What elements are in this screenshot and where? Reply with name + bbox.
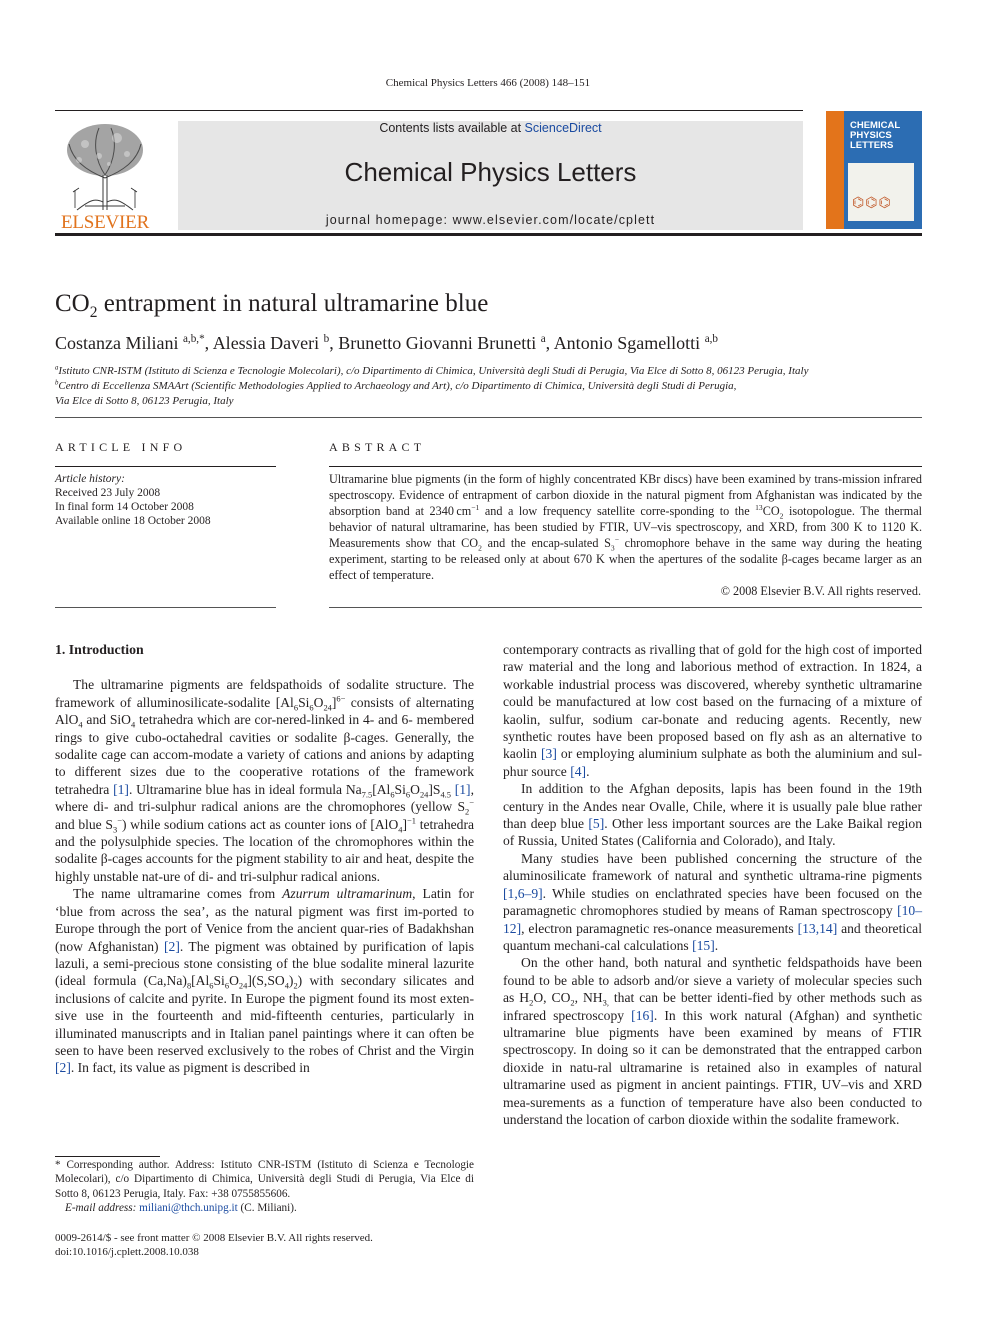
cover-strip bbox=[826, 111, 844, 229]
cover-title bbox=[850, 121, 900, 151]
article-info-heading: ARTICLE INFO bbox=[55, 440, 187, 454]
homepage-url-link[interactable]: www.elsevier.com/locate/cplett bbox=[452, 213, 656, 227]
author-marks[interactable]: a,b bbox=[704, 333, 719, 345]
running-head: Chemical Physics Letters 466 (2008) 148–151 bbox=[385, 77, 591, 89]
title-part: CO bbox=[55, 290, 90, 317]
author-marks[interactable]: b bbox=[323, 333, 330, 345]
affiliation bbox=[55, 379, 808, 394]
cover-title-line: PHYSICS bbox=[850, 130, 892, 141]
history-line: Received 23 July 2008 bbox=[55, 487, 161, 499]
abstract-rule bbox=[329, 466, 922, 467]
body-column-right bbox=[503, 641, 922, 1128]
citation-link[interactable]: [13,14] bbox=[797, 920, 838, 936]
section-heading: 1. Introduction bbox=[55, 642, 144, 657]
affiliation-mark: b bbox=[55, 379, 59, 387]
journal-cover-image bbox=[826, 111, 922, 229]
citation-link[interactable]: [1,6–9] bbox=[503, 885, 543, 901]
history-line: In final form 14 October 2008 bbox=[55, 501, 194, 513]
body-paragraph: In addition to the Afghan deposits, lapis has been found in the 19th century in the Andes near Ovalle, Chile, where it is usually pale blue rather than deep blue [5]. Other less important sources are the Lake Baikal region of Russia, United States (California and Colorado), and Italy. bbox=[503, 781, 922, 849]
author-name: Brunetto Giovanni Brunetti bbox=[338, 333, 537, 353]
citation-link[interactable]: [2] bbox=[55, 1060, 71, 1076]
citation-link[interactable]: [16] bbox=[631, 1007, 654, 1023]
body-paragraph: Many studies have been published concerning the structure of the aluminosilicate framework of natural and synthetic ultrama-rine pigments [1,6–9]. While studies on enclathrated species have been focused on the paramagnetic chromophores studied by means of Raman spectroscopy [10–12], electron paramagnetic res-onance measurements [13,14] and theoretical quantum mechani-cal calculations [15]. bbox=[503, 850, 922, 953]
citation-link[interactable]: [2] bbox=[164, 938, 180, 954]
contents-line bbox=[178, 121, 803, 136]
affiliation bbox=[55, 364, 808, 379]
cover-molecule-icon: ⌬⌬⌬ bbox=[852, 196, 892, 211]
citation-link[interactable]: [1] bbox=[113, 781, 129, 797]
author-marks[interactable]: a,b,* bbox=[182, 333, 205, 345]
footnote-text: * Corresponding author. Address: Istituto CNR-ISTM (Istituto di Scienza e Tecnologie Molecolari), c/o Dipartimento di Chimica, Università degli Studi di Perugia, Via Elce di Sotto 8, 06123 Perugia, Italy. Fax: +38 0755855606. bbox=[55, 1159, 474, 1200]
abstract-bottom-rule bbox=[329, 607, 922, 608]
title-rule bbox=[55, 417, 922, 418]
citation-link[interactable]: [3] bbox=[541, 746, 557, 762]
article-history bbox=[55, 472, 211, 528]
homepage-prefix: journal homepage: bbox=[325, 213, 453, 227]
masthead-top-rule bbox=[55, 110, 803, 111]
affiliation-mark: a bbox=[55, 364, 59, 372]
article-info-rule bbox=[55, 466, 276, 467]
masthead-bottom-rule bbox=[55, 233, 922, 236]
masthead-box bbox=[178, 121, 803, 230]
article-title bbox=[55, 288, 488, 320]
doi-line[interactable]: doi:10.1016/j.cplett.2008.10.038 bbox=[55, 1246, 199, 1258]
journal-title: Chemical Physics Letters bbox=[344, 157, 637, 187]
history-line: Available online 18 October 2008 bbox=[55, 515, 211, 527]
email-suffix: (C. Miliani). bbox=[237, 1202, 297, 1215]
author-marks[interactable]: a bbox=[540, 333, 546, 345]
email-label: E-mail address: bbox=[65, 1202, 137, 1215]
body-paragraph: The ultramarine pigments are feldspathoids of sodalite structure. The framework of alluminosilicate-sodalite $[Al_6Si_6O_{24}]^{6-}$ consists of alternating AlO$_4$ and SiO$_4$ tetrahedra which are cor-nered-linked in 4- and 6- membered rings to give cubo-octahedral cavities or sodalite β-cages. Generally, the sodalite cage can accom-modate a variety of cations and anions by adapting to different sizes due to the cooperative rotations of the framework tetrahedra [1]. Ultramarine blue has in ideal formula $Na_{7.5}[Al_6Si_6O_{24}]S_{4.5}$ [1], where di- and tri-sulphur radical anions are the chromophores (yellow $S_2^-$ and blue $S_3^-$) while sodium cations act as counter ions of $[AlO_4]^{-1}$ tetrahedra and the polysulphide species. The location of the chromophores within the sodalite β-cages accounts for the pigment stability to air and heat, despite the highly unstable nat-ure of di- and tri-sulphur radical anions. bbox=[55, 677, 475, 884]
author-name: Costanza Miliani bbox=[55, 333, 179, 353]
sciencedirect-link[interactable]: ScienceDirect bbox=[524, 121, 602, 135]
abstract-heading: ABSTRACT bbox=[329, 440, 426, 454]
title-subscript: 2 bbox=[89, 304, 98, 321]
citation-link[interactable]: [15] bbox=[692, 937, 715, 953]
issn-line: 0009-2614/$ - see front matter © 2008 Elsevier B.V. All rights reserved. bbox=[55, 1232, 373, 1244]
citation-link[interactable]: [1] bbox=[454, 781, 471, 797]
title-part: entrapment in natural ultramarine blue bbox=[97, 290, 489, 317]
history-label: Article history: bbox=[55, 473, 125, 485]
cover-panel bbox=[848, 163, 914, 221]
page-footer bbox=[55, 1231, 373, 1259]
article-info-bottom-rule bbox=[55, 607, 276, 608]
citation-link[interactable]: [10–12] bbox=[503, 903, 922, 936]
affiliation bbox=[55, 394, 808, 409]
body-column-left bbox=[55, 641, 474, 1077]
cover-title-line: CHEMICAL bbox=[850, 120, 901, 131]
citation-link[interactable]: [5] bbox=[588, 816, 605, 832]
copyright-line: © 2008 Elsevier B.V. All rights reserved. bbox=[720, 584, 921, 598]
footnote bbox=[55, 1158, 474, 1216]
affiliation-text: Istituto CNR-ISTM (Istituto di Scienza e Tecnologie Molecolari), c/o Dipartimento di Chimica, Università degli Studi di Perugia, Via Elce di Sotto 8, 06123 Perugia, Italy bbox=[58, 365, 809, 377]
citation-link[interactable]: [4] bbox=[570, 763, 587, 779]
body-paragraph: contemporary contracts as rivalling that of gold for the high cost of imported raw material and the long and laborious method of extraction. In 1824, a workable industrial process was discovered, whereby synthetic ultramarine could be manufactured at low cost based on the furnacing of a mixture of kaolin, sulfur, sodium car-bonate and reducing agents. Recently, new synthetic routes have been proposed based on fly ash as an alternative to kaolin [3] or employing aluminium sulphate as both the aluminium and sul-phur source [4]. bbox=[503, 642, 922, 779]
body-paragraph: The name ultramarine comes from Azurrum ultramarinum, Latin for ‘blue from across the sea’, as the natural pigment was first im-ported to Europe through the port of Venice from the ancient quar-ries of Badakhshan (now Afghanistan) [2]. The pigment was obtained by purification of lapis lazuli, a semi-precious stone consisting of the blue sodalite mineral lazurite (ideal formula $(Ca,Na)_8[Al_6Si_6O_{24}](S,SO_4)_2$) with secondary silicates and inclusions of calcite and pyrite. In Europe the pigment found its most exten-sive use in the fourteenth and mid-fifteenth centuries, particularly in illuminated manuscripts and in Italian panel paintings where it can often be seen to have been reserved exclusively to the robes of Christ and the Virgin [2]. In fact, its value as pigment is described in bbox=[55, 886, 475, 1076]
cover-title-line: LETTERS bbox=[850, 140, 894, 151]
homepage-line bbox=[178, 213, 803, 227]
affiliation-text: Centro di Eccellenza SMAArt (Scientific Methodologies Applied to Archaeology and Art), c/o Dipartimento di Chimica, Università degli Studi di Perugia, bbox=[58, 380, 737, 392]
abstract-body: Ultramarine blue pigments (in the form of highly concentrated KBr discs) have been examined by trans-mission infrared spectroscopy. Evidence of entrapment of carbon dioxide in the natural pigment from Afghanistan was indicated by the absorption band at 2340 $cm^{-1}$ and a low frequency satellite corre-sponding to the $^{13}CO_2$ isotopologue. The thermal behavior of natural ultramarine, has been studied by FTIR, UV–vis spectroscopy, and XRD, from 300 K to 1120 K. Measurements show that $CO_2$ and the encap-sulated $S_3^-$ chromophore behave in the same way during the heating experiment, starting to be released only at about 670 K when the apertures of the sodalite β-cages became larger as an effect of temperature. bbox=[329, 472, 922, 582]
affiliation-text: Via Elce di Sotto 8, 06123 Perugia, Italy bbox=[55, 395, 234, 407]
contents-prefix: Contents lists available at bbox=[379, 121, 525, 135]
email-link[interactable]: miliani@thch.unipg.it bbox=[139, 1202, 238, 1215]
author-list: Costanza Miliani $^{a,b,*}$, Alessia Daveri $^b$, Brunetto Giovanni Brunetti $^a$, Antonio Sgamellotti $^{a,b}$ bbox=[55, 333, 719, 353]
author-name: Antonio Sgamellotti bbox=[553, 333, 701, 353]
affiliations bbox=[55, 364, 808, 409]
footnote-rule bbox=[55, 1156, 160, 1157]
body-paragraph: On the other hand, both natural and synthetic feldspathoids have been found to be able to adsorb and/or sieve a variety of molecular species such as $H_2O$, $CO_2$, $NH_{3,}$ that can be better identi-fied by other methods such as infrared spectroscopy [16]. In this work natural (Afghan) and synthetic ultramarine blue pigments have been examined by means of FTIR spectroscopy. In doing so it can be demonstrated that the entrapped carbon dioxide in natu-ral ultramarine is retained also in examples of natural ultramarine used as pigment in ancient paintings. FTIR, UV–vis and XRD mea-surements as a function of temperature have also been conducted to understand the location of carbon dioxide within the sodalite framework. bbox=[503, 955, 922, 1127]
author-name: Alessia Daveri bbox=[212, 333, 320, 353]
elsevier-wordmark: ELSEVIER bbox=[60, 212, 150, 233]
